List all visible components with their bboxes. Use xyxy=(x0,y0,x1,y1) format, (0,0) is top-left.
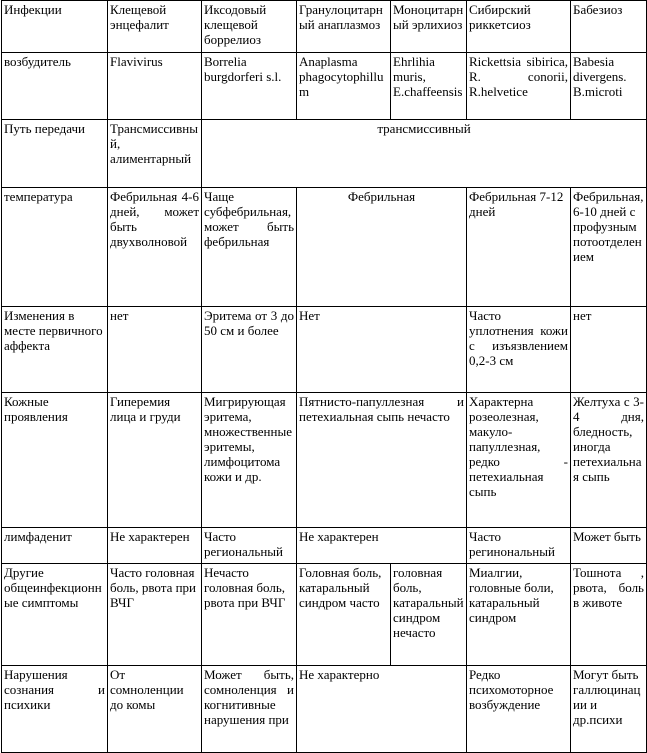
table-cell: Эритема от 3 до 50 см и более xyxy=(202,307,297,393)
table-cell: трансмиссивный xyxy=(202,120,647,188)
header-cell: Бабезиоз xyxy=(571,1,647,53)
table-cell: Babesia divergens. B.microti xyxy=(571,53,647,120)
table-cell: Часто регинональный xyxy=(467,528,571,564)
table-cell: Головная боль, катаральный синдром часто xyxy=(297,564,391,666)
table-cell: Не характерно xyxy=(297,666,467,753)
table-cell: Миалгии, головные боли, катаральный синдром xyxy=(467,564,571,666)
table-cell: Не характерен xyxy=(297,528,467,564)
table-cell: Нет xyxy=(297,307,467,393)
row-label: Путь передачи xyxy=(2,120,108,188)
table-cell: От сомноленции до комы xyxy=(108,666,202,753)
table-cell: Может быть xyxy=(571,528,647,564)
table-cell: Не характерен xyxy=(108,528,202,564)
table-cell: Фебрильная 7-12 дней xyxy=(467,188,571,307)
table-cell: Anaplasma phagocytophillum xyxy=(297,53,391,120)
table-cell: Пятнисто-папуллезная и петехиальная сыпь нечасто xyxy=(297,393,467,528)
header-cell: Сибирский риккетсиоз xyxy=(467,1,571,53)
header-row xyxy=(2,1,647,53)
table-cell: Трансмиссивный, алиментарный xyxy=(108,120,202,188)
table-row-lymphadenitis xyxy=(2,528,647,564)
table-cell: Часто уплотнения кожи с изъязвлением 0,2-3 см xyxy=(467,307,571,393)
row-label: лимфаденит xyxy=(2,528,108,564)
header-cell: Иксодовый клещевой боррелиоз xyxy=(202,1,297,53)
table-cell: Чаще субфебрильная, может быть фебрильная xyxy=(202,188,297,307)
header-cell: Моноцитарный эрлихиоз xyxy=(391,1,467,53)
row-label: Другие общеинфекционные симптомы xyxy=(2,564,108,666)
table-cell: Фебрильная 4-6 дней, может быть двухволновой xyxy=(108,188,202,307)
row-label: Изменения в месте первичного аффекта xyxy=(2,307,108,393)
table-row-agent xyxy=(2,53,647,120)
table-cell: Желтуха с 3-4 дня, бледность, иногда петехиальная сыпь xyxy=(571,393,647,528)
table-cell: Borrelia burgdorferi s.l. xyxy=(202,53,297,120)
row-label: Кожные проявления xyxy=(2,393,108,528)
table-row-temperature xyxy=(2,188,647,307)
table-cell: нет xyxy=(571,307,647,393)
table-row-skin xyxy=(2,393,647,528)
table-cell: Rickettsia sibirica, R. conorii, R.helvetice xyxy=(467,53,571,120)
table-cell: Нечасто головная боль, рвота при ВЧГ xyxy=(202,564,297,666)
table-cell: Фебрильная xyxy=(297,188,467,307)
table-row-other-symptoms xyxy=(2,564,647,666)
header-cell: Инфекции xyxy=(2,1,108,53)
table-row-consciousness xyxy=(2,666,647,753)
header-cell: Клещевой энцефалит xyxy=(108,1,202,53)
table-cell: Может быть, сомноленция и когнитивные нарушения при xyxy=(202,666,297,753)
infections-comparison-table xyxy=(1,0,647,753)
table-cell: Гиперемия лица и груди xyxy=(108,393,202,528)
table-cell: Часто региональный xyxy=(202,528,297,564)
table-cell: Flavivirus xyxy=(108,53,202,120)
row-label: возбудитель xyxy=(2,53,108,120)
table-cell: Редко психомоторное возбуждение xyxy=(467,666,571,753)
table-cell: Тошнота , рвота, боль в животе xyxy=(571,564,647,666)
table-cell: головная боль, катаральный синдром нечасто xyxy=(391,564,467,666)
table-cell: Часто головная боль, рвота при ВЧГ xyxy=(108,564,202,666)
table-cell: нет xyxy=(108,307,202,393)
table-cell: Фебрильная, 6-10 дней с профузным потоотделением xyxy=(571,188,647,307)
table-cell: Ehrlihia muris, E.chaffeensis xyxy=(391,53,467,120)
header-cell: Гранулоцитарный анаплазмоз xyxy=(297,1,391,53)
table-row-primary-affect xyxy=(2,307,647,393)
table-cell: Могут быть галлюцинации и др.психи xyxy=(571,666,647,753)
table-row-route xyxy=(2,120,647,188)
row-label: Нарушения сознания и психики xyxy=(2,666,108,753)
row-label: температура xyxy=(2,188,108,307)
table-cell: Мигрирующая эритема, множественные эритемы, лимфоцитома кожи и др. xyxy=(202,393,297,528)
table-cell: Характерна розеолезная, макуло-папуллезная, редко - петехиальная сыпь xyxy=(467,393,571,528)
